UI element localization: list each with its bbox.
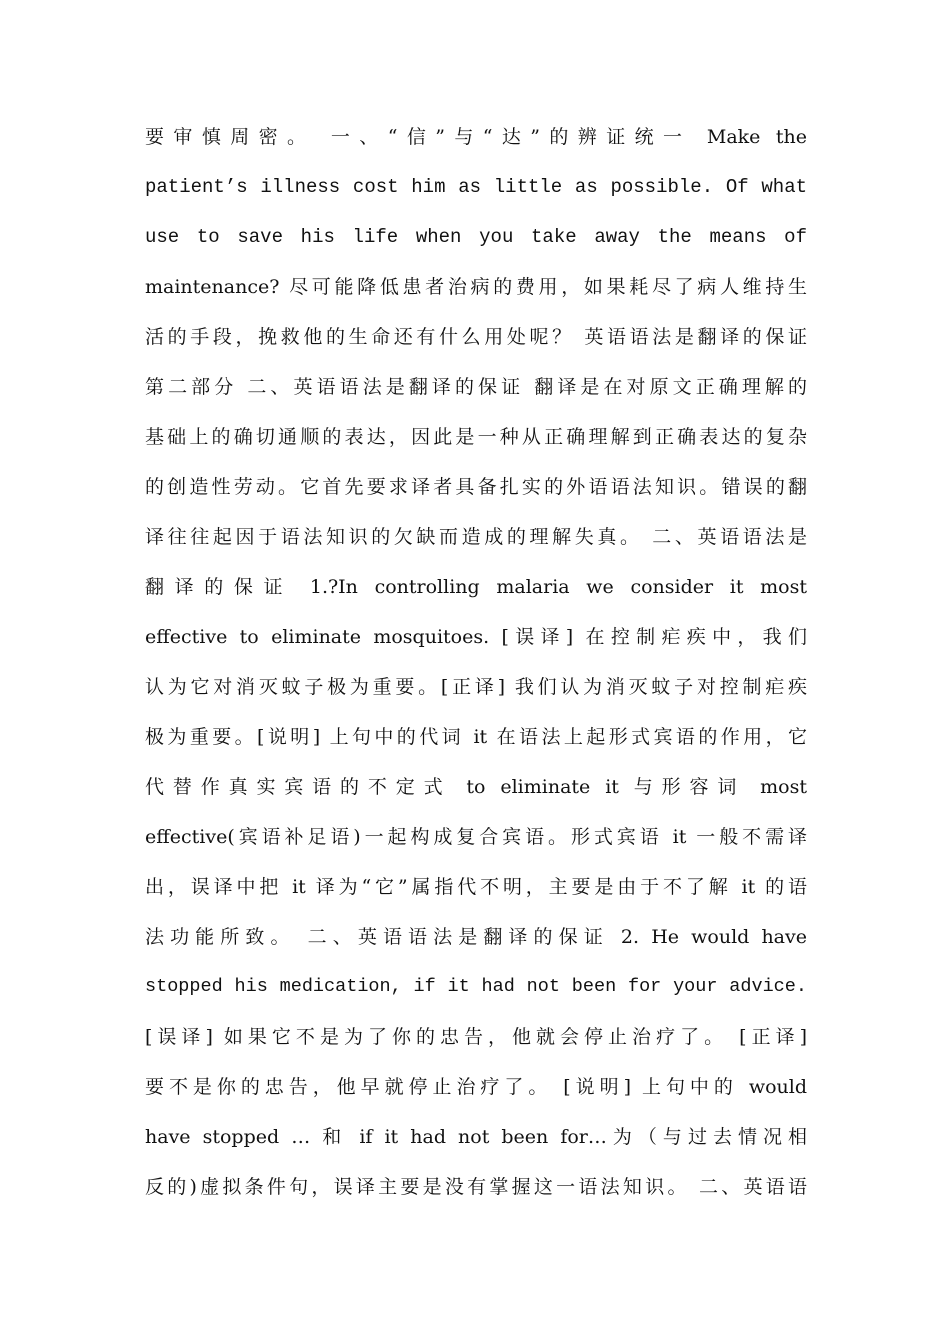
text-line: have stopped … 和 if it had not been for…为（与过去情况相 xyxy=(145,1126,807,1148)
text-line: 基础上的确切通顺的表达，因此是一种从正确理解到正确表达的复杂 xyxy=(145,426,807,448)
text-line: 译往往起因于语法知识的欠缺而造成的理解失真。 二、英语语法是 xyxy=(145,526,807,548)
text-line: effective(宾语补足语)一起构成复合宾语。形式宾语 it 一般不需译 xyxy=(145,826,807,848)
text-line: maintenance? 尽可能降低患者治病的费用，如果耗尽了病人维持生 xyxy=(145,276,807,298)
text-line: 代替作真实宾语的不定式 to eliminate it 与形容词 most xyxy=(145,776,807,798)
text-line: use to save his life when you take away the means of xyxy=(145,226,807,248)
text-line: 第二部分 二、英语语法是翻译的保证 翻译是在对原文正确理解的 xyxy=(145,376,807,398)
text-line: stopped his medication, if it had not been for your advice. xyxy=(145,976,807,997)
text-line: [误译] 如果它不是为了你的忠告，他就会停止治疗了。 [正译] xyxy=(145,1026,807,1048)
text-line: 出，误译中把 it 译为“它”属指代不明，主要是由于不了解 it 的语 xyxy=(145,876,807,898)
text-line: 要不是你的忠告，他早就停止治疗了。 [说明] 上句中的 would xyxy=(145,1076,807,1098)
text-line: effective to eliminate mosquitoes. [误译] 在控制疟疾中，我们 xyxy=(145,626,807,648)
text-line: 要审慎周密。 一、“信”与“达”的辨证统一 Make the xyxy=(145,126,807,148)
text-line: 翻译的保证 1.?In controlling malaria we consider it most xyxy=(145,576,807,598)
text-line: 认为它对消灭蚊子极为重要。[正译] 我们认为消灭蚊子对控制疟疾 xyxy=(145,676,807,698)
text-line: 极为重要。[说明] 上句中的代词 it 在语法上起形式宾语的作用，它 xyxy=(145,726,807,748)
body-text xyxy=(145,112,807,1212)
text-line: patient’s illness cost him as little as possible. Of what xyxy=(145,176,807,198)
text-line: 法功能所致。 二、英语语法是翻译的保证 2. He would have xyxy=(145,926,807,948)
text-line: 活的手段，挽救他的生命还有什么用处呢？ 英语语法是翻译的保证 xyxy=(145,326,807,348)
text-line: 反的)虚拟条件句，误译主要是没有掌握这一语法知识。 二、英语语 xyxy=(145,1176,807,1198)
text-line: 的创造性劳动。它首先要求译者具备扎实的外语语法知识。错误的翻 xyxy=(145,476,807,498)
